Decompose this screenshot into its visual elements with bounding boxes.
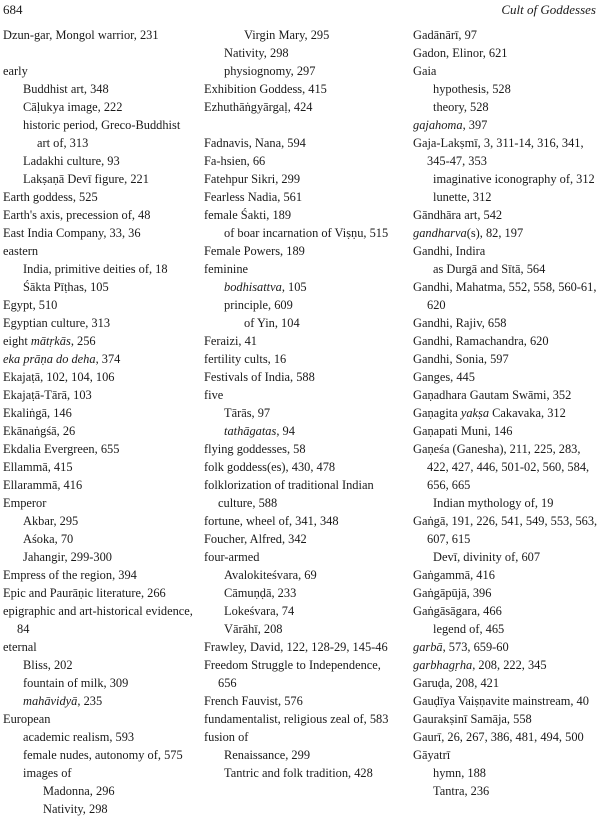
index-entry: Garuḍa, 208, 421	[413, 676, 500, 690]
index-entry: fertility cults, 16	[204, 352, 287, 366]
entry-gap	[3, 44, 193, 62]
index-subentry: lunette, 312	[433, 190, 492, 204]
index-entry: Gāyatrī	[413, 748, 451, 762]
index-entry: Dzun-gar, Mongol warrior, 231	[3, 28, 159, 42]
index-subentry: Vārāhī, 208	[224, 622, 283, 636]
index-entry: Frawley, David, 122, 128-29, 145-46	[204, 640, 388, 654]
index-subentry: Lakṣaṇā Devī figure, 221	[23, 172, 149, 186]
index-entry: four-armed	[204, 550, 260, 564]
index-subentry: India, primitive deities of, 18	[23, 262, 168, 276]
index-subentry: Virgin Mary, 295	[244, 28, 330, 42]
index-entry: Freedom Struggle to Independence, 656	[204, 658, 381, 690]
index-entry: Gadānārī, 97	[413, 28, 477, 42]
index-subentry: of boar incarnation of Viṣṇu, 515	[224, 226, 389, 240]
index-subentry: hypothesis, 528	[433, 82, 511, 96]
index-subentry: Cāmuṇḍā, 233	[224, 586, 297, 600]
index-subentry: Bliss, 202	[23, 658, 73, 672]
index-entry: Empress of the region, 394	[3, 568, 137, 582]
index-subentry: Ladakhi culture, 93	[23, 154, 120, 168]
index-entry: eastern	[3, 244, 39, 258]
index-subentry: images of	[23, 766, 72, 780]
index-entry: Epic and Paurāṇic literature, 266	[3, 586, 166, 600]
index-entry: Gaṅgāsāgara, 466	[413, 604, 502, 618]
index-subentry: Renaissance, 299	[224, 748, 311, 762]
page-header	[0, 0, 600, 22]
index-subentry: Nativity, 298	[224, 46, 289, 60]
index-entry: French Fauvist, 576	[204, 694, 303, 708]
index-entry: fortune, wheel of, 341, 348	[204, 514, 339, 528]
index-subentry: Madonna, 296	[43, 784, 115, 798]
index-entry: Ellammā, 415	[3, 460, 73, 474]
index-entry: Fatehpur Sikri, 299	[204, 172, 301, 186]
index-entry: Ekaliṅgā, 146	[3, 406, 72, 420]
index-subentry: Devī, divinity of, 607	[433, 550, 541, 564]
index-column-2	[204, 26, 399, 782]
index-subentry: Nativity, 298	[43, 802, 108, 816]
index-subentry: female nudes, autonomy of, 575	[23, 748, 183, 762]
index-entry: Gauḍīya Vaiṣṇavite mainstream, 40	[413, 694, 589, 708]
index-subentry: of Yin, 104	[244, 316, 300, 330]
index-entry: Exhibition Goddess, 415	[204, 82, 327, 96]
index-entry: gandharva(s), 82, 197	[413, 226, 524, 240]
index-entry: flying goddesses, 58	[204, 442, 306, 456]
index-entry: Ellarammā, 416	[3, 478, 83, 492]
index-subentry: theory, 528	[433, 100, 489, 114]
index-subentry: Tantric and folk tradition, 428	[224, 766, 373, 780]
index-entry: Foucher, Alfred, 342	[204, 532, 307, 546]
index-subentry: academic realism, 593	[23, 730, 135, 744]
index-entry: East India Company, 33, 36	[3, 226, 141, 240]
index-entry: Festivals of India, 588	[204, 370, 315, 384]
index-entry: Gaurakṣinī Samāja, 558	[413, 712, 532, 726]
index-subentry: Śākta Pīṭhas, 105	[23, 280, 109, 294]
index-subentry: hymn, 188	[433, 766, 487, 780]
index-entry: Gaṅgāpūjā, 396	[413, 586, 492, 600]
index-entry: Gaṇapati Muni, 146	[413, 424, 513, 438]
index-entry: Earth goddess, 525	[3, 190, 98, 204]
index-subentry: imaginative iconography of, 312	[433, 172, 595, 186]
index-subentry: mahāvidyā, 235	[23, 694, 103, 708]
index-entry: Ganges, 445	[413, 370, 475, 384]
index-subentry: fountain of milk, 309	[23, 676, 129, 690]
index-entry: Gaṅgammā, 416	[413, 568, 495, 582]
index-entry: Fa-hsien, 66	[204, 154, 266, 168]
index-subentry: Tārās, 97	[224, 406, 271, 420]
index-entry: feminine	[204, 262, 249, 276]
index-subentry: physiognomy, 297	[224, 64, 316, 78]
index-subentry: Cāḷukya image, 222	[23, 100, 123, 114]
index-entry: Gaurī, 26, 267, 386, 481, 494, 500	[413, 730, 584, 744]
index-subentry: Lokeśvara, 74	[224, 604, 295, 618]
index-entry: Emperor	[3, 496, 47, 510]
index-subentry: historic period, Greco-Buddhist art of, 313	[23, 118, 181, 150]
index-entry: Gandhi, Rajiv, 658	[413, 316, 507, 330]
index-entry: Gāndhāra art, 542	[413, 208, 503, 222]
index-entry: garbhagṛha, 208, 222, 345	[413, 658, 547, 672]
index-entry: epigraphic and art-historical evidence, 84	[3, 604, 193, 636]
index-entry: folk goddess(es), 430, 478	[204, 460, 336, 474]
index-entry: folklorization of traditional Indian culture, 588	[204, 478, 374, 510]
index-entry: garbā, 573, 659-60	[413, 640, 509, 654]
page-number: 684	[3, 2, 23, 17]
index-entry: five	[204, 388, 224, 402]
index-column-1	[3, 26, 193, 818]
index-entry: Ezhuthāṅgyārgaḷ, 424	[204, 100, 313, 114]
index-subentry: Aśoka, 70	[23, 532, 74, 546]
index-entry: Gandhi, Indira	[413, 244, 486, 258]
index-subentry: as Durgā and Sītā, 564	[433, 262, 546, 276]
index-subentry: tathāgatas, 94	[224, 424, 295, 438]
index-subentry: Indian mythology of, 19	[433, 496, 554, 510]
index-entry: eka prāṇa do deha, 374	[3, 352, 121, 366]
index-entry: Female Powers, 189	[204, 244, 305, 258]
index-entry: European	[3, 712, 51, 726]
index-entry: Ekānaṅgśā, 26	[3, 424, 76, 438]
index-entry: Gaṅgā, 191, 226, 541, 549, 553, 563, 607, 615	[413, 514, 598, 546]
index-entry: gajahoma, 397	[413, 118, 488, 132]
index-entry: Gaja-Lakṣmī, 3, 311-14, 316, 341, 345-47, 353	[413, 136, 584, 168]
index-entry: Gaṇeśa (Ganesha), 211, 225, 283, 422, 427, 446, 501-02, 560, 584, 656, 665	[413, 442, 590, 492]
index-subentry: bodhisattva, 105	[224, 280, 307, 294]
index-entry: Gadon, Elinor, 621	[413, 46, 508, 60]
index-subentry: Buddhist art, 348	[23, 82, 109, 96]
index-entry: eternal	[3, 640, 37, 654]
index-subentry: principle, 609	[224, 298, 293, 312]
index-subentry: Akbar, 295	[23, 514, 79, 528]
index-entry: Gandhi, Ramachandra, 620	[413, 334, 549, 348]
index-entry: eight mātṛkās, 256	[3, 334, 96, 348]
index-entry: Gaṇagita yakṣa Cakavaka, 312	[413, 406, 566, 420]
index-entry: early	[3, 64, 28, 78]
index-entry: Fearless Nadia, 561	[204, 190, 303, 204]
index-entry: Egypt, 510	[3, 298, 58, 312]
index-entry: Ekdalia Evergreen, 655	[3, 442, 120, 456]
index-entry: fundamentalist, religious zeal of, 583	[204, 712, 389, 726]
index-subentry: Jahangir, 299-300	[23, 550, 112, 564]
index-entry: fusion of	[204, 730, 249, 744]
index-subentry: Tantra, 236	[433, 784, 490, 798]
index-entry: Ekajaṭā, 102, 104, 106	[3, 370, 115, 384]
index-entry: Gaṇadhara Gautam Swāmi, 352	[413, 388, 572, 402]
running-head: Cult of Goddesses	[501, 2, 596, 17]
index-column-3	[413, 26, 598, 800]
index-entry: female Śakti, 189	[204, 208, 292, 222]
index-entry: Gandhi, Mahatma, 552, 558, 560-61, 620	[413, 280, 597, 312]
index-entry: Fadnavis, Nana, 594	[204, 136, 306, 150]
index-entry: Feraizi, 41	[204, 334, 257, 348]
index-entry: Earth's axis, precession of, 48	[3, 208, 151, 222]
entry-gap	[204, 116, 399, 134]
index-subentry: Avalokiteśvara, 69	[224, 568, 317, 582]
index-subentry: legend of, 465	[433, 622, 505, 636]
index-entry: Egyptian culture, 313	[3, 316, 111, 330]
index-entry: Gaia	[413, 64, 437, 78]
index-entry: Gandhi, Sonia, 597	[413, 352, 509, 366]
index-entry: Ekajaṭā-Tārā, 103	[3, 388, 92, 402]
